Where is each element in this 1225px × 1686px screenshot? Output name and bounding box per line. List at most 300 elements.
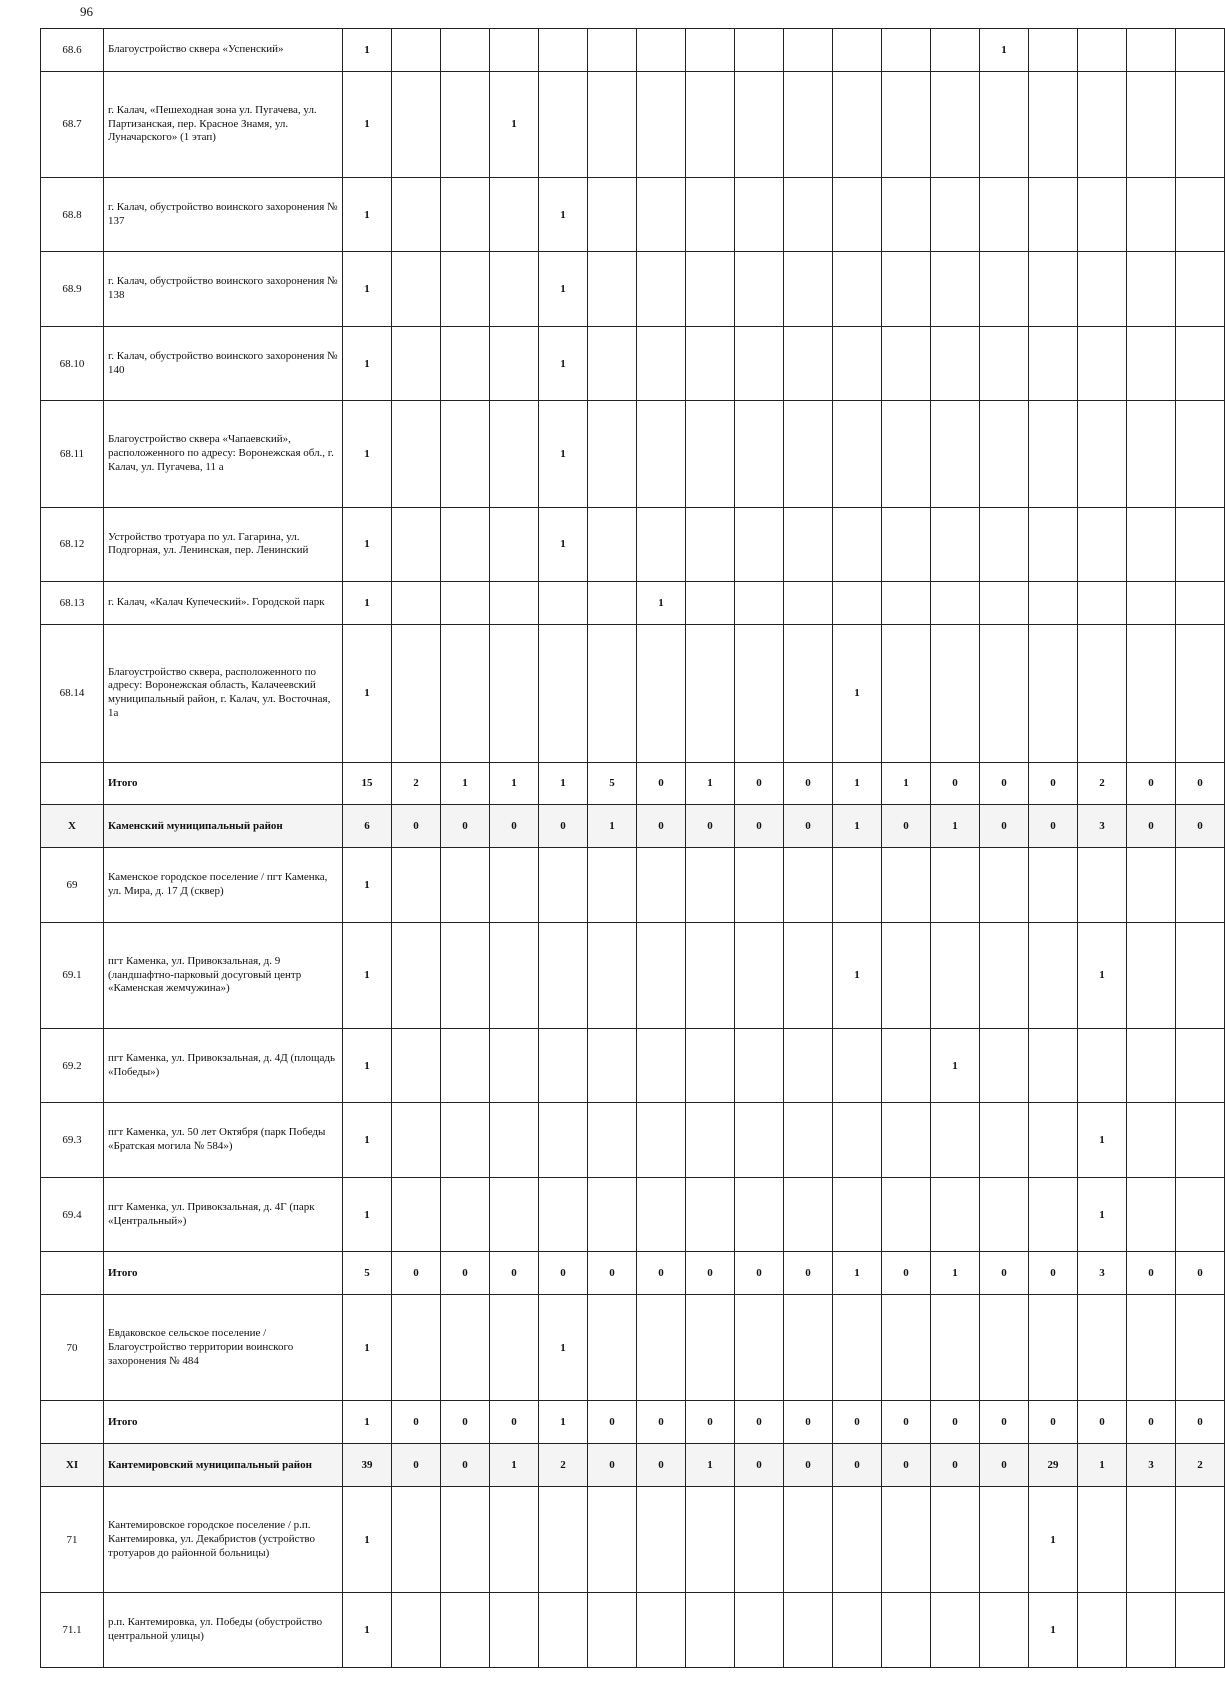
cell-value: 1	[490, 1444, 539, 1487]
cell-value: 1	[931, 1252, 980, 1295]
cell-value: 0	[392, 805, 441, 848]
cell-value: 0	[539, 805, 588, 848]
cell-value: 1	[343, 401, 392, 507]
cell-value	[882, 1593, 931, 1668]
cell-value	[980, 624, 1029, 762]
cell-value	[490, 1487, 539, 1593]
cell-value: 0	[637, 1401, 686, 1444]
row-title: Каменский муниципальный район	[104, 805, 343, 848]
cell-value	[1127, 922, 1176, 1028]
row-title: Итого	[104, 762, 343, 805]
cell-value	[735, 507, 784, 582]
cell-value	[931, 582, 980, 625]
cell-value	[1078, 1593, 1127, 1668]
table-row	[41, 848, 1225, 923]
cell-value	[882, 1177, 931, 1252]
row-number: 69.2	[41, 1028, 104, 1103]
cell-value: 0	[1127, 1252, 1176, 1295]
cell-value	[735, 1177, 784, 1252]
cell-value	[441, 922, 490, 1028]
cell-value	[637, 1593, 686, 1668]
cell-value	[833, 29, 882, 72]
row-title: г. Калач, «Пешеходная зона ул. Пугачева, ул. Партизанская, пер. Красное Знамя, ул. Луначарского» (1 этап)	[104, 71, 343, 177]
cell-value	[637, 29, 686, 72]
cell-value	[931, 1295, 980, 1401]
cell-value: 0	[637, 1252, 686, 1295]
cell-value	[1176, 1028, 1225, 1103]
cell-value	[441, 1103, 490, 1178]
cell-value	[980, 848, 1029, 923]
cell-value	[1176, 1103, 1225, 1178]
cell-value	[1029, 1177, 1078, 1252]
table-row	[41, 252, 1225, 327]
cell-value	[441, 401, 490, 507]
cell-value: 0	[1029, 1252, 1078, 1295]
row-number: 71	[41, 1487, 104, 1593]
cell-value: 1	[343, 1028, 392, 1103]
table-row	[41, 582, 1225, 625]
cell-value	[588, 252, 637, 327]
cell-value: 29	[1029, 1444, 1078, 1487]
cell-value	[441, 1593, 490, 1668]
cell-value	[1176, 401, 1225, 507]
cell-value	[1127, 177, 1176, 252]
cell-value: 0	[784, 1401, 833, 1444]
cell-value	[1078, 177, 1127, 252]
cell-value	[735, 401, 784, 507]
cell-value	[1029, 1103, 1078, 1178]
cell-value: 0	[931, 1401, 980, 1444]
cell-value	[1176, 252, 1225, 327]
cell-value	[1029, 582, 1078, 625]
cell-value	[735, 326, 784, 401]
cell-value	[441, 252, 490, 327]
row-number	[41, 762, 104, 805]
cell-value	[784, 582, 833, 625]
cell-value: 0	[784, 805, 833, 848]
cell-value: 1	[833, 805, 882, 848]
table-row	[41, 1103, 1225, 1178]
cell-value: 0	[441, 1252, 490, 1295]
cell-value	[441, 507, 490, 582]
cell-value	[784, 507, 833, 582]
cell-value	[490, 326, 539, 401]
cell-value	[784, 1103, 833, 1178]
cell-value	[735, 848, 784, 923]
cell-value	[539, 1028, 588, 1103]
cell-value	[735, 252, 784, 327]
cell-value: 0	[588, 1252, 637, 1295]
cell-value	[637, 401, 686, 507]
cell-value	[392, 624, 441, 762]
cell-value	[980, 1295, 1029, 1401]
cell-value	[1127, 1103, 1176, 1178]
cell-value: 6	[343, 805, 392, 848]
cell-value	[1078, 582, 1127, 625]
cell-value	[1127, 1028, 1176, 1103]
cell-value: 1	[490, 762, 539, 805]
cell-value	[784, 177, 833, 252]
cell-value	[833, 326, 882, 401]
cell-value: 0	[441, 1444, 490, 1487]
cell-value	[392, 1295, 441, 1401]
cell-value	[735, 1593, 784, 1668]
cell-value	[637, 1295, 686, 1401]
cell-value	[588, 507, 637, 582]
cell-value: 0	[539, 1252, 588, 1295]
cell-value	[490, 922, 539, 1028]
row-number	[41, 1401, 104, 1444]
cell-value	[686, 1487, 735, 1593]
row-number: 70	[41, 1295, 104, 1401]
cell-value	[441, 582, 490, 625]
cell-value: 1	[343, 29, 392, 72]
cell-value: 0	[392, 1252, 441, 1295]
cell-value	[392, 507, 441, 582]
cell-value: 0	[392, 1444, 441, 1487]
cell-value	[588, 1103, 637, 1178]
cell-value: 0	[441, 805, 490, 848]
cell-value	[833, 1028, 882, 1103]
cell-value	[1078, 1295, 1127, 1401]
cell-value	[588, 624, 637, 762]
cell-value	[1029, 177, 1078, 252]
row-title: Каменское городское поселение / пгт Каменка, ул. Мира, д. 17 Д (сквер)	[104, 848, 343, 923]
cell-value	[1029, 71, 1078, 177]
cell-value: 0	[735, 1444, 784, 1487]
cell-value	[539, 624, 588, 762]
cell-value	[784, 1487, 833, 1593]
cell-value	[784, 29, 833, 72]
table-row	[41, 922, 1225, 1028]
row-title: Итого	[104, 1401, 343, 1444]
row-title: пгт Каменка, ул. Привокзальная, д. 9 (ландшафтно-парковый досуговый центр «Каменская жемчужина»)	[104, 922, 343, 1028]
cell-value	[588, 1177, 637, 1252]
cell-value	[637, 326, 686, 401]
cell-value	[1127, 582, 1176, 625]
cell-value	[441, 71, 490, 177]
row-number: XI	[41, 1444, 104, 1487]
cell-value: 0	[735, 762, 784, 805]
cell-value	[1029, 507, 1078, 582]
cell-value	[833, 1593, 882, 1668]
cell-value	[637, 71, 686, 177]
cell-value: 1	[343, 848, 392, 923]
cell-value	[1078, 401, 1127, 507]
row-title: Благоустройство сквера, расположенного по адресу: Воронежская область, Калачеевский муниципальный район, г. Калач, ул. Восточная, 1а	[104, 624, 343, 762]
cell-value	[686, 252, 735, 327]
cell-value	[980, 71, 1029, 177]
cell-value	[1029, 922, 1078, 1028]
table-row	[41, 1028, 1225, 1103]
cell-value	[490, 582, 539, 625]
cell-value: 0	[882, 805, 931, 848]
cell-value	[490, 252, 539, 327]
row-title: Благоустройство сквера «Чапаевский», расположенного по адресу: Воронежская обл., г. Калач, ул. Пугачева, 11 а	[104, 401, 343, 507]
cell-value	[980, 326, 1029, 401]
cell-value: 2	[392, 762, 441, 805]
cell-value: 0	[1176, 805, 1225, 848]
cell-value: 1	[343, 507, 392, 582]
cell-value: 1	[539, 401, 588, 507]
cell-value	[882, 848, 931, 923]
cell-value: 0	[1127, 805, 1176, 848]
cell-value: 5	[588, 762, 637, 805]
cell-value: 1	[343, 1177, 392, 1252]
cell-value	[686, 29, 735, 72]
row-title: г. Калач, обустройство воинского захоронения № 137	[104, 177, 343, 252]
cell-value: 1	[1078, 1177, 1127, 1252]
cell-value	[441, 1028, 490, 1103]
cell-value	[637, 507, 686, 582]
cell-value: 0	[980, 1444, 1029, 1487]
cell-value	[1127, 401, 1176, 507]
cell-value	[931, 29, 980, 72]
data-table-body	[41, 29, 1225, 1668]
cell-value	[1078, 326, 1127, 401]
cell-value	[392, 848, 441, 923]
cell-value	[588, 1487, 637, 1593]
cell-value: 1	[539, 507, 588, 582]
cell-value	[882, 71, 931, 177]
cell-value	[1127, 71, 1176, 177]
cell-value	[1176, 177, 1225, 252]
cell-value	[784, 1593, 833, 1668]
cell-value	[441, 177, 490, 252]
cell-value	[1176, 624, 1225, 762]
cell-value	[588, 582, 637, 625]
cell-value: 1	[490, 71, 539, 177]
cell-value: 1	[1029, 1593, 1078, 1668]
cell-value	[1127, 1593, 1176, 1668]
cell-value	[1127, 29, 1176, 72]
cell-value	[1078, 1487, 1127, 1593]
cell-value: 0	[833, 1401, 882, 1444]
cell-value	[588, 326, 637, 401]
cell-value	[588, 848, 637, 923]
cell-value: 5	[343, 1252, 392, 1295]
cell-value	[735, 29, 784, 72]
cell-value	[980, 1028, 1029, 1103]
cell-value	[980, 401, 1029, 507]
cell-value	[637, 848, 686, 923]
cell-value	[1078, 29, 1127, 72]
cell-value: 0	[1029, 762, 1078, 805]
table-row	[41, 805, 1225, 848]
cell-value: 1	[343, 1295, 392, 1401]
cell-value	[1029, 29, 1078, 72]
cell-value	[490, 29, 539, 72]
cell-value	[931, 848, 980, 923]
cell-value	[1029, 624, 1078, 762]
table-row	[41, 1295, 1225, 1401]
cell-value	[1176, 507, 1225, 582]
cell-value	[490, 401, 539, 507]
cell-value	[1029, 401, 1078, 507]
row-title: пгт Каменка, ул. Привокзальная, д. 4Д (площадь «Победы»)	[104, 1028, 343, 1103]
cell-value: 0	[588, 1401, 637, 1444]
cell-value	[980, 1177, 1029, 1252]
cell-value: 0	[1176, 1252, 1225, 1295]
cell-value: 0	[686, 1401, 735, 1444]
row-number: 69.3	[41, 1103, 104, 1178]
cell-value	[1176, 1295, 1225, 1401]
cell-value	[1176, 922, 1225, 1028]
row-number: 69	[41, 848, 104, 923]
cell-value: 0	[490, 1252, 539, 1295]
row-title: Кантемировское городское поселение / р.п. Кантемировка, ул. Декабристов (устройство тротуаров до районной больницы)	[104, 1487, 343, 1593]
cell-value	[588, 1028, 637, 1103]
cell-value	[539, 1103, 588, 1178]
cell-value	[1078, 252, 1127, 327]
cell-value	[980, 507, 1029, 582]
cell-value	[392, 1028, 441, 1103]
cell-value	[882, 1103, 931, 1178]
row-title: Кантемировский муниципальный район	[104, 1444, 343, 1487]
cell-value: 0	[980, 805, 1029, 848]
cell-value: 0	[1029, 805, 1078, 848]
cell-value	[1078, 848, 1127, 923]
cell-value: 1	[539, 252, 588, 327]
cell-value	[490, 848, 539, 923]
cell-value	[833, 1487, 882, 1593]
cell-value	[686, 1295, 735, 1401]
table-row	[41, 1593, 1225, 1668]
cell-value: 0	[1029, 1401, 1078, 1444]
cell-value	[392, 1177, 441, 1252]
cell-value	[882, 29, 931, 72]
cell-value	[931, 71, 980, 177]
table-row	[41, 1487, 1225, 1593]
cell-value	[490, 1593, 539, 1668]
cell-value	[392, 1593, 441, 1668]
cell-value	[441, 1487, 490, 1593]
row-number: 68.13	[41, 582, 104, 625]
cell-value: 1	[343, 582, 392, 625]
cell-value: 1	[343, 252, 392, 327]
cell-value: 0	[980, 1401, 1029, 1444]
cell-value: 1	[833, 922, 882, 1028]
cell-value: 0	[637, 1444, 686, 1487]
cell-value	[490, 1295, 539, 1401]
cell-value	[539, 922, 588, 1028]
cell-value: 0	[441, 1401, 490, 1444]
cell-value: 1	[441, 762, 490, 805]
cell-value	[1078, 507, 1127, 582]
table-row	[41, 1401, 1225, 1444]
cell-value: 1	[1078, 1444, 1127, 1487]
cell-value	[1127, 1177, 1176, 1252]
cell-value	[686, 1028, 735, 1103]
row-number: 68.10	[41, 326, 104, 401]
cell-value	[1127, 848, 1176, 923]
cell-value: 1	[343, 1487, 392, 1593]
cell-value	[539, 1487, 588, 1593]
cell-value	[1127, 507, 1176, 582]
cell-value	[1127, 326, 1176, 401]
cell-value	[784, 401, 833, 507]
cell-value	[784, 252, 833, 327]
cell-value: 0	[784, 1444, 833, 1487]
cell-value	[1176, 326, 1225, 401]
cell-value	[931, 1177, 980, 1252]
cell-value	[441, 29, 490, 72]
cell-value	[686, 1593, 735, 1668]
table-row	[41, 507, 1225, 582]
cell-value	[833, 1103, 882, 1178]
cell-value: 39	[343, 1444, 392, 1487]
table-row	[41, 1252, 1225, 1295]
cell-value	[637, 922, 686, 1028]
cell-value	[637, 252, 686, 327]
cell-value	[392, 401, 441, 507]
cell-value: 1	[539, 177, 588, 252]
cell-value: 0	[784, 1252, 833, 1295]
cell-value	[784, 848, 833, 923]
cell-value: 1	[1078, 1103, 1127, 1178]
cell-value	[735, 582, 784, 625]
cell-value	[784, 922, 833, 1028]
cell-value: 0	[931, 762, 980, 805]
cell-value: 0	[1176, 1401, 1225, 1444]
row-title: Благоустройство сквера «Успенский»	[104, 29, 343, 72]
cell-value: 2	[539, 1444, 588, 1487]
cell-value	[392, 582, 441, 625]
cell-value	[490, 624, 539, 762]
cell-value	[833, 1177, 882, 1252]
cell-value	[735, 71, 784, 177]
cell-value	[1127, 252, 1176, 327]
cell-value: 0	[637, 805, 686, 848]
table-row	[41, 624, 1225, 762]
row-number: 68.7	[41, 71, 104, 177]
cell-value: 1	[1029, 1487, 1078, 1593]
cell-value	[539, 848, 588, 923]
cell-value: 0	[833, 1444, 882, 1487]
cell-value	[392, 177, 441, 252]
cell-value	[882, 1028, 931, 1103]
table-row	[41, 29, 1225, 72]
cell-value	[882, 1295, 931, 1401]
cell-value	[735, 1295, 784, 1401]
data-table-sheet	[40, 28, 1203, 1668]
row-number: 68.11	[41, 401, 104, 507]
cell-value: 3	[1127, 1444, 1176, 1487]
cell-value	[686, 582, 735, 625]
cell-value: 0	[588, 1444, 637, 1487]
cell-value: 1	[833, 762, 882, 805]
cell-value	[833, 71, 882, 177]
cell-value	[637, 1177, 686, 1252]
cell-value	[980, 582, 1029, 625]
table-row	[41, 1444, 1225, 1487]
cell-value	[1078, 1028, 1127, 1103]
cell-value	[1176, 1177, 1225, 1252]
cell-value: 15	[343, 762, 392, 805]
cell-value	[882, 922, 931, 1028]
cell-value	[735, 624, 784, 762]
cell-value	[1029, 1295, 1078, 1401]
cell-value: 1	[931, 805, 980, 848]
cell-value	[1127, 1295, 1176, 1401]
cell-value	[833, 848, 882, 923]
cell-value	[784, 71, 833, 177]
cell-value: 1	[637, 582, 686, 625]
cell-value	[686, 1103, 735, 1178]
cell-value	[931, 326, 980, 401]
cell-value: 1	[931, 1028, 980, 1103]
cell-value: 2	[1176, 1444, 1225, 1487]
